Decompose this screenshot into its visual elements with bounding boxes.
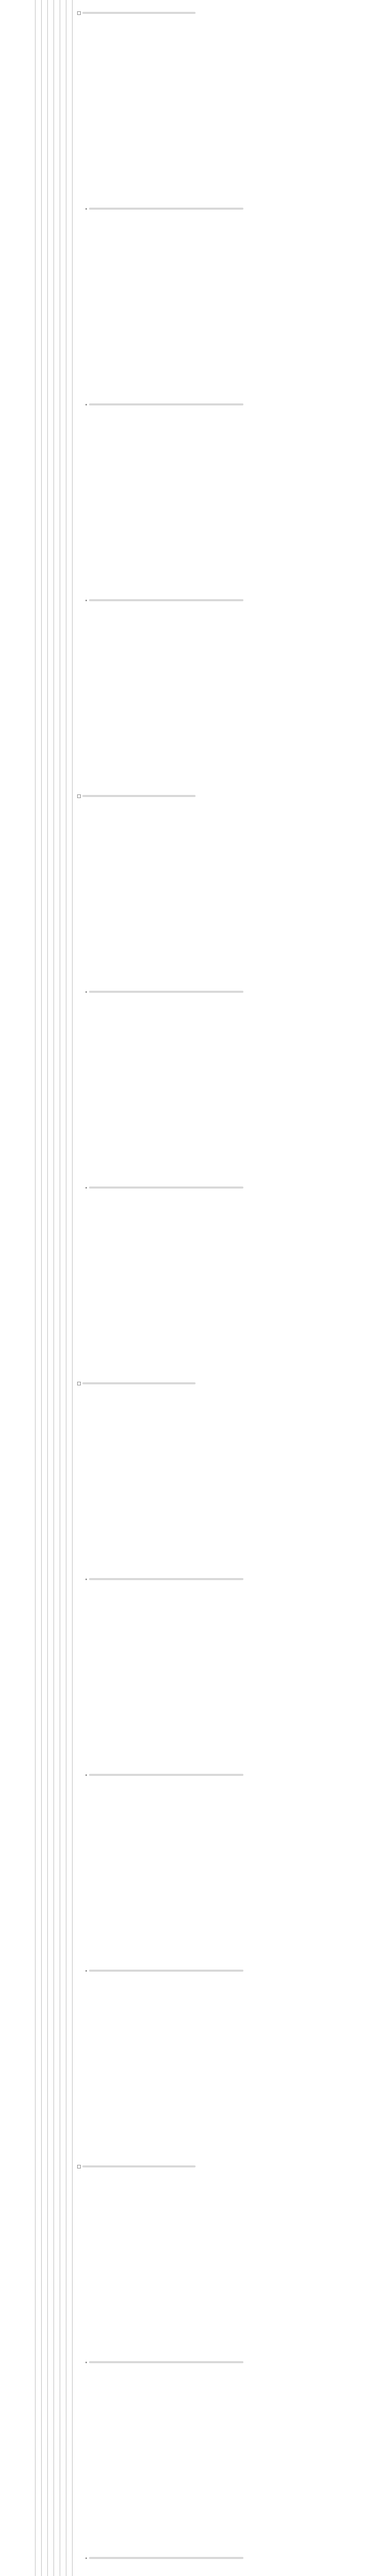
expand-toggle-icon[interactable] — [77, 794, 81, 798]
tree-leaf-row[interactable] — [84, 598, 243, 603]
margin-label — [2, 402, 31, 409]
tree-guide-line — [41, 0, 42, 2576]
tree-row-label — [82, 12, 196, 14]
tree-branch-row[interactable] — [77, 10, 196, 15]
margin-label — [2, 361, 31, 368]
bullet-icon — [85, 991, 87, 993]
margin-label — [2, 1257, 31, 1264]
tree-row-label — [89, 991, 243, 993]
tree-leaf-row[interactable] — [84, 2360, 243, 2365]
tree-branch-row[interactable] — [77, 793, 196, 799]
margin-label — [2, 747, 31, 754]
tree-row-label — [82, 795, 196, 797]
tree-row-label — [89, 1774, 243, 1776]
tree-row-label — [89, 599, 243, 601]
bullet-icon — [85, 1579, 87, 1580]
bullet-icon — [85, 1970, 87, 1972]
expand-toggle-icon[interactable] — [77, 11, 81, 15]
bullet-icon — [85, 1187, 87, 1189]
tree-row-label — [89, 1578, 243, 1580]
tree-row-label — [89, 2361, 243, 2363]
tree-leaf-row[interactable] — [84, 402, 243, 407]
bullet-icon — [85, 208, 87, 210]
bullet-icon — [85, 600, 87, 601]
tree-guide-line — [72, 0, 73, 2576]
tree-guide-line — [47, 0, 48, 2576]
tree-branch-row[interactable] — [77, 1381, 196, 1386]
expand-toggle-icon[interactable] — [77, 1382, 81, 1385]
tree-leaf-row[interactable] — [84, 206, 243, 211]
tree-leaf-row[interactable] — [84, 1968, 243, 1973]
tree-leaf-row[interactable] — [84, 1772, 243, 1777]
tree-row-label — [89, 1187, 243, 1189]
tree-leaf-row[interactable] — [84, 1577, 243, 1582]
tree-row-label — [89, 1970, 243, 1972]
bullet-icon — [85, 404, 87, 405]
expand-toggle-icon[interactable] — [77, 2165, 81, 2168]
tree-row-label — [89, 208, 243, 210]
bullet-icon — [85, 2362, 87, 2363]
left-margin — [0, 0, 32, 2576]
tree-branch-row[interactable] — [77, 2164, 196, 2169]
tree-row-label — [89, 403, 243, 405]
margin-label — [2, 1700, 31, 1707]
margin-label — [2, 721, 31, 728]
bullet-icon — [85, 1774, 87, 1776]
outline-tree — [77, 0, 365, 2576]
tree-leaf-row[interactable] — [84, 989, 243, 994]
tree-leaf-row[interactable] — [84, 2555, 243, 2561]
margin-label — [2, 2164, 31, 2171]
margin-label — [2, 1752, 31, 1759]
tree-row-label — [82, 2165, 196, 2167]
margin-label — [2, 443, 31, 450]
bullet-icon — [85, 2557, 87, 2559]
tree-guide-line — [35, 0, 36, 2576]
tree-row-label — [89, 2557, 243, 2559]
margin-label — [2, 309, 31, 316]
tree-leaf-row[interactable] — [84, 1185, 243, 1190]
tree-row-label — [82, 1382, 196, 1384]
